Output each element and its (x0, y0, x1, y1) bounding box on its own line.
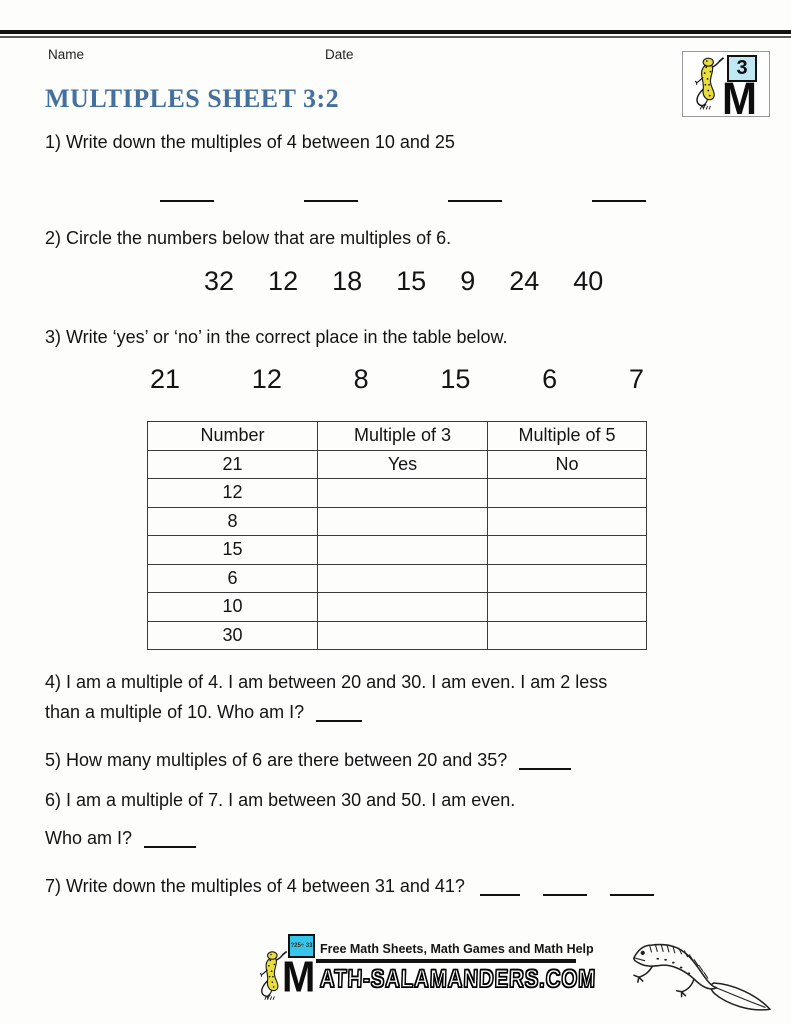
number-item: 7 (628, 364, 644, 394)
footer-rule (316, 959, 576, 963)
table-row (148, 479, 647, 508)
answer-blank (304, 188, 358, 202)
table-row (148, 564, 647, 593)
question-2-text: 2) Circle the numbers below that are multiples of 6. (45, 228, 452, 248)
table-header-cell: Number (148, 422, 318, 451)
number-item: 24 (509, 266, 540, 296)
number-item: 18 (332, 266, 363, 296)
newt-drawing (622, 916, 782, 1018)
question-7-text-span: 7) Write down the multiples of 4 between 31 and 41? (45, 876, 465, 896)
answer-blank (448, 188, 502, 202)
question-4-line1: 4) I am a multiple of 4. I am between 20 and 30. I am even. I am 2 less (45, 672, 608, 692)
answer-blank (316, 708, 362, 722)
number-item: 21 (150, 364, 181, 394)
table-row (148, 621, 647, 650)
number-item: 40 (573, 266, 604, 296)
table-header-cell: Multiple of 3 (318, 422, 488, 451)
table-cell (488, 564, 647, 593)
header-logo (682, 51, 770, 124)
table-cell (488, 479, 647, 508)
table-cell (318, 621, 488, 650)
footer-brand (258, 934, 597, 1014)
table-cell (318, 593, 488, 622)
answer-blank (480, 882, 520, 896)
question-6-line2-text: Who am I? (45, 828, 133, 848)
table-row (148, 593, 647, 622)
answer-blank (144, 834, 196, 848)
number-item: 32 (204, 266, 235, 296)
number-item: 15 (396, 266, 427, 296)
number-item: 6 (542, 364, 558, 394)
footer-site-text: ATH-SALAMANDERS.COM (319, 964, 597, 993)
question-3-text: 3) Write ‘yes’ or ‘no’ in the correct place in the table below. (45, 327, 508, 347)
question-5-text-span: 5) How many multiples of 6 are there between 20 and 35? (45, 750, 508, 770)
table-cell: 21 (148, 450, 318, 479)
m-letter-icon: M (282, 953, 314, 1002)
question-6-line2 (45, 827, 196, 849)
table-cell: 15 (148, 536, 318, 565)
table-row (148, 507, 647, 536)
table-cell: Yes (318, 450, 488, 479)
question-2-numbers (204, 266, 603, 297)
name-label: Name (48, 47, 85, 62)
question-1-text: 1) Write down the multiples of 4 between 10 and 25 (45, 132, 455, 152)
answer-blank (543, 882, 587, 896)
page-title: MULTIPLES SHEET 3:2 (45, 84, 340, 113)
table-row (148, 450, 647, 479)
table-cell: 30 (148, 621, 318, 650)
table-cell (488, 621, 647, 650)
number-item: 8 (353, 364, 369, 394)
table-cell: 6 (148, 564, 318, 593)
answer-blank (592, 188, 646, 202)
chalkboard-icon: 3 (727, 55, 757, 82)
number-item: 12 (268, 266, 299, 296)
table-header-row (148, 422, 647, 451)
table-cell (488, 593, 647, 622)
footer-tagline: Free Math Sheets, Math Games and Math Help (320, 942, 594, 956)
table-cell (318, 507, 488, 536)
answer-blank (519, 756, 571, 770)
m-letter-icon: M (722, 72, 755, 124)
table-row (148, 536, 647, 565)
table-cell (318, 479, 488, 508)
question-4-line2 (45, 701, 362, 723)
equation-board-icon: ?25÷ 33 (288, 934, 315, 958)
table-cell: 8 (148, 507, 318, 536)
table-cell (488, 536, 647, 565)
answer-blank (610, 882, 654, 896)
table-cell: 12 (148, 479, 318, 508)
number-item: 9 (460, 266, 476, 296)
question-1-blanks (160, 188, 646, 202)
table-cell: No (488, 450, 647, 479)
number-item: 12 (251, 364, 282, 394)
salamander-icon (693, 55, 725, 113)
number-item: 15 (440, 364, 471, 394)
question-5-text (45, 749, 571, 771)
top-rule-thin (0, 36, 791, 38)
multiples-table (147, 421, 647, 650)
table-cell (488, 507, 647, 536)
question-3-numbers (150, 364, 644, 395)
answer-blank (160, 188, 214, 202)
table-cell (318, 536, 488, 565)
question-6-line1: 6) I am a multiple of 7. I am between 30 and 50. I am even. (45, 790, 516, 810)
table-cell (318, 564, 488, 593)
question-4-line2-text: than a multiple of 10. Who am I? (45, 702, 305, 722)
table-header-cell: Multiple of 5 (488, 422, 647, 451)
table-cell: 10 (148, 593, 318, 622)
top-rule-thick (0, 30, 791, 34)
question-7-text (45, 875, 654, 897)
date-label: Date (325, 47, 354, 62)
